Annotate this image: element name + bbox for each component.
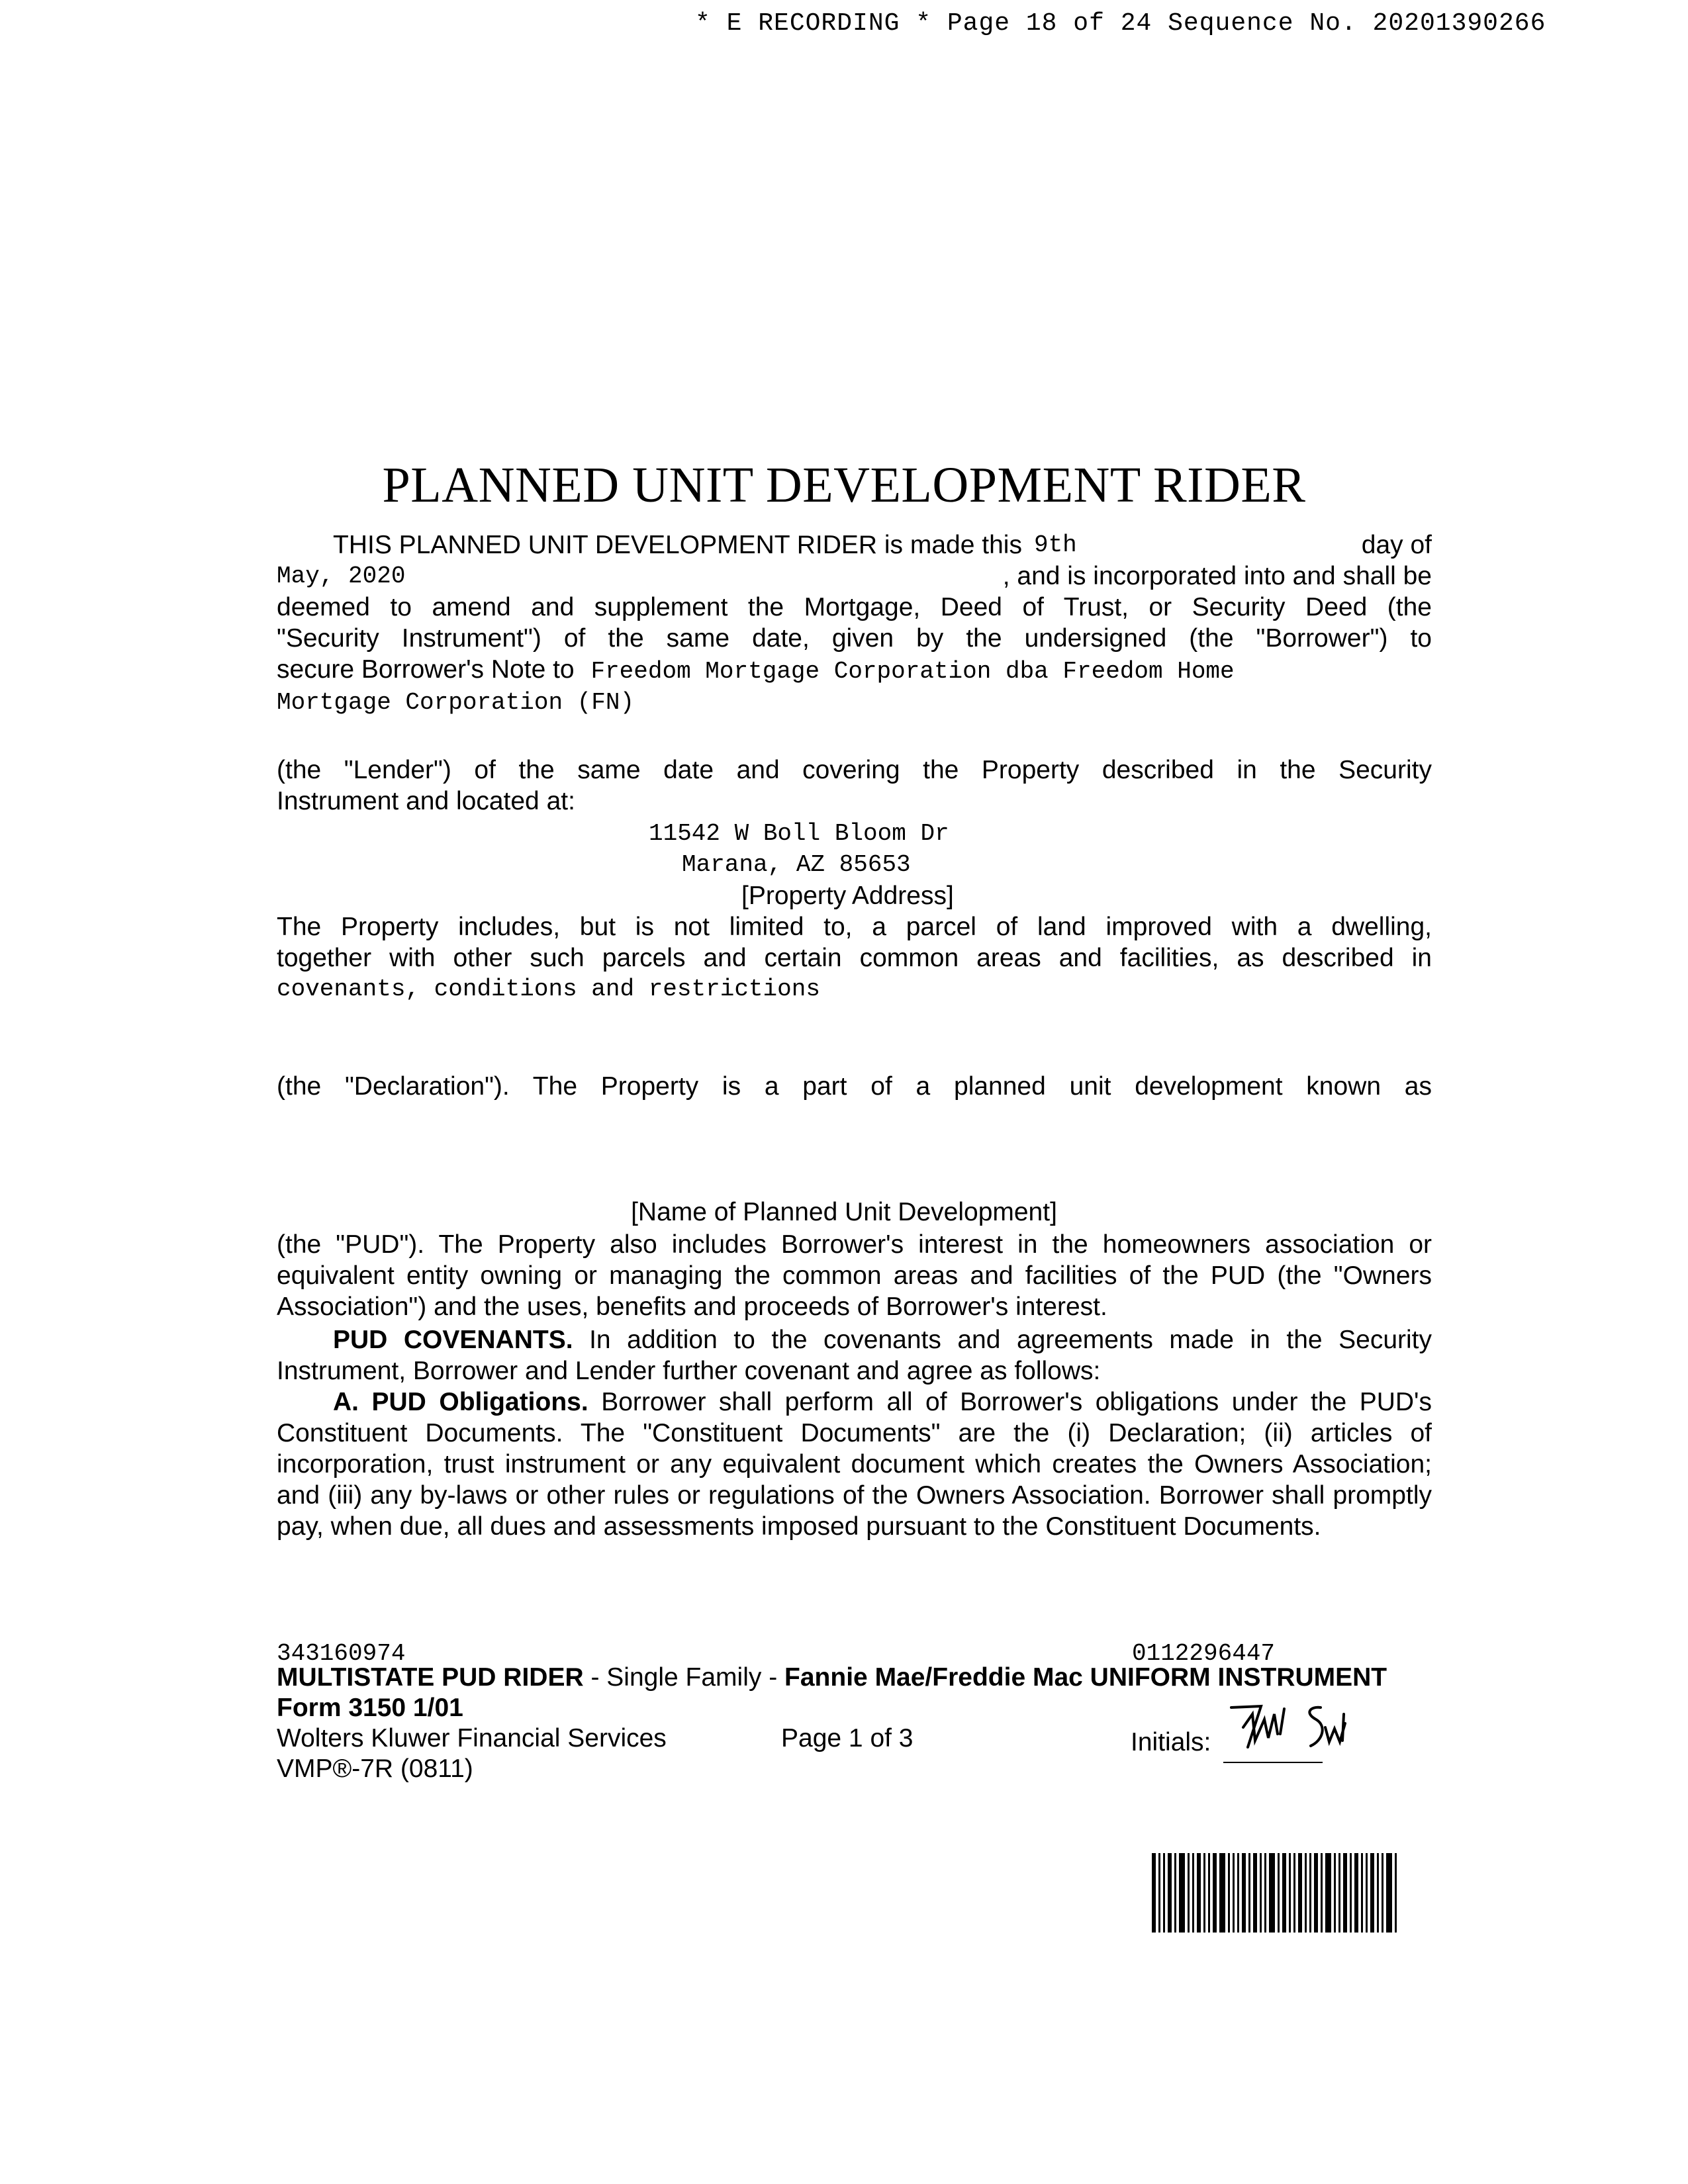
covenants-text: In addition to the covenants and agreements made in the Security Instrument, Borrower and Lender further covenant and agree as follows: (277, 1326, 1432, 1385)
lender-line-1: (the "Lender") of the same date and covering the Property described in the Security (277, 756, 1432, 784)
barcode-bar (1168, 1853, 1172, 1933)
lender-name: Freedom Mortgage Corporation dba Freedom Home (590, 658, 1235, 685)
barcode-bar (1298, 1853, 1302, 1933)
property-line-2: together with other such parcels and certain common areas and facilities, as described in (277, 944, 1432, 972)
barcode-bar (1203, 1853, 1205, 1933)
barcode-bar (1282, 1853, 1286, 1933)
pud-name-label: [Name of Planned Unit Development] (631, 1198, 1057, 1226)
barcode-bar (1179, 1853, 1185, 1933)
barcode-bar (1293, 1853, 1295, 1933)
intro-text: day of (1361, 531, 1432, 559)
barcode-bar (1370, 1853, 1374, 1933)
intro-line-5 (277, 654, 1432, 687)
intro-line-1 (277, 529, 1432, 561)
intro-line-2 (277, 561, 1432, 592)
form-number: Form 3150 1/01 (277, 1694, 463, 1722)
lender-paragraph (277, 754, 1432, 817)
property-paragraph (277, 911, 1432, 1005)
barcode-bar (1309, 1853, 1311, 1933)
intro-text: THIS PLANNED UNIT DEVELOPMENT RIDER is made this (333, 531, 1022, 559)
barcode-bar (1338, 1853, 1340, 1933)
barcode-bar (1237, 1853, 1239, 1933)
month-year-value: May, 2020 (277, 563, 406, 590)
vmp-code: VMP®-7R (0811) (277, 1754, 473, 1783)
barcode-bar (1382, 1853, 1383, 1933)
address-line-2: Marana, AZ 85653 (682, 851, 911, 878)
barcode-bar (1314, 1853, 1318, 1933)
intro-line-4: "Security Instrument") of the same date, given by the undersigned (the "Borrower") to (277, 624, 1432, 653)
form-title (277, 1662, 1387, 1693)
property-address-label: [Property Address] (741, 882, 954, 910)
barcode-bar (1158, 1853, 1160, 1933)
barcode-bar (1260, 1853, 1262, 1933)
barcode-bar (1208, 1853, 1210, 1933)
obligations-paragraph (277, 1387, 1432, 1542)
covenants-heading: PUD COVENANTS. (333, 1326, 573, 1354)
barcode-bar (1305, 1853, 1307, 1933)
loan-number-left: 343160974 (277, 1640, 406, 1667)
barcode-bar (1228, 1853, 1230, 1933)
lender-name-cont: Mortgage Corporation (FN) (277, 689, 635, 716)
barcode-bar (1395, 1853, 1397, 1933)
barcode-bar (1321, 1853, 1323, 1933)
barcode-bar (1188, 1853, 1190, 1933)
intro-line-3: deemed to amend and supplement the Mortgage, Deed of Trust, or Security Deed (the (277, 593, 1432, 621)
barcode-bar (1334, 1853, 1336, 1933)
barcode-bar (1386, 1853, 1392, 1933)
recording-header: * E RECORDING * Page 18 of 24 Sequence No. 20201390266 (695, 9, 1546, 38)
covenants-paragraph (277, 1324, 1432, 1387)
barcode-bar (1366, 1853, 1368, 1933)
barcode-bar (1174, 1853, 1176, 1933)
barcode-bar (1242, 1853, 1246, 1933)
barcode-bar (1213, 1853, 1217, 1933)
barcode-bar (1264, 1853, 1266, 1933)
barcode-bar (1289, 1853, 1291, 1933)
initials-signature (1211, 1694, 1390, 1767)
barcode-bar (1152, 1853, 1156, 1933)
barcode-bar (1219, 1853, 1225, 1933)
form-title-bold: MULTISTATE PUD RIDER (277, 1663, 584, 1692)
barcode-bar (1197, 1853, 1201, 1933)
obligations-heading: A. PUD Obligations. (333, 1388, 588, 1416)
document-title: PLANNED UNIT DEVELOPMENT RIDER (382, 457, 1306, 513)
barcode-bar (1192, 1853, 1194, 1933)
lender-line-2: Instrument and located at: (277, 787, 575, 815)
barcode-bar (1233, 1853, 1235, 1933)
obligations-text: Borrower shall perform all of Borrower's obligations under the PUD's Constituent Documents. The "Constituent Documents" are the (i) Declaration; (ii) articles of incorporation, trust instrument or any equivalent document which creates the Owners Association; and (iii) any by-laws or other rules or regulations of the Owners Association. Borrower shall promptly pay, when due, all dues and assessments imposed pursuant to the Constituent Documents. (277, 1388, 1432, 1541)
page-indicator: Page 1 of 3 (781, 1724, 914, 1752)
barcode-bar (1325, 1853, 1331, 1933)
address-line-1: 11542 W Boll Bloom Dr (649, 820, 949, 847)
intro-paragraph (277, 529, 1432, 718)
intro-text: , and is incorporated into and shall be (1002, 562, 1432, 590)
barcode-bar (1269, 1853, 1275, 1933)
barcode-bar (1377, 1853, 1379, 1933)
barcode-bar (1354, 1853, 1358, 1933)
barcode (1152, 1853, 1436, 1933)
barcode-bar (1163, 1853, 1165, 1933)
loan-number-right: 0112296447 (1132, 1640, 1276, 1667)
form-title-bold-2: Fannie Mae/Freddie Mac UNIFORM INSTRUMENT (784, 1663, 1387, 1692)
declaration-line: (the "Declaration"). The Property is a part of a planned unit development known as (277, 1072, 1432, 1101)
form-title-mid: - Single Family - (583, 1663, 785, 1692)
pud-paragraph: (the "PUD"). The Property also includes Borrower's interest in the homeowners association or equivalent entity owning or managing the common areas and facilities of the PUD (the "Owners Association") and the uses, benefits and proceeds of Borrower's interest. (277, 1230, 1432, 1321)
barcode-bar (1248, 1853, 1250, 1933)
initials-label: Initials: (1131, 1728, 1211, 1756)
barcode-bar (1361, 1853, 1363, 1933)
barcode-bar (1350, 1853, 1352, 1933)
day-value: 9th (1033, 531, 1077, 559)
barcode-bar (1343, 1853, 1347, 1933)
intro-text: secure Borrower's Note to (277, 655, 575, 684)
property-address (649, 818, 949, 880)
publisher: Wolters Kluwer Financial Services (277, 1724, 667, 1752)
declaration-type: covenants, conditions and restrictions (277, 976, 820, 1003)
property-line-1: The Property includes, but is not limited to, a parcel of land improved with a dwelling, (277, 913, 1432, 941)
barcode-bar (1253, 1853, 1257, 1933)
barcode-bar (1278, 1853, 1280, 1933)
